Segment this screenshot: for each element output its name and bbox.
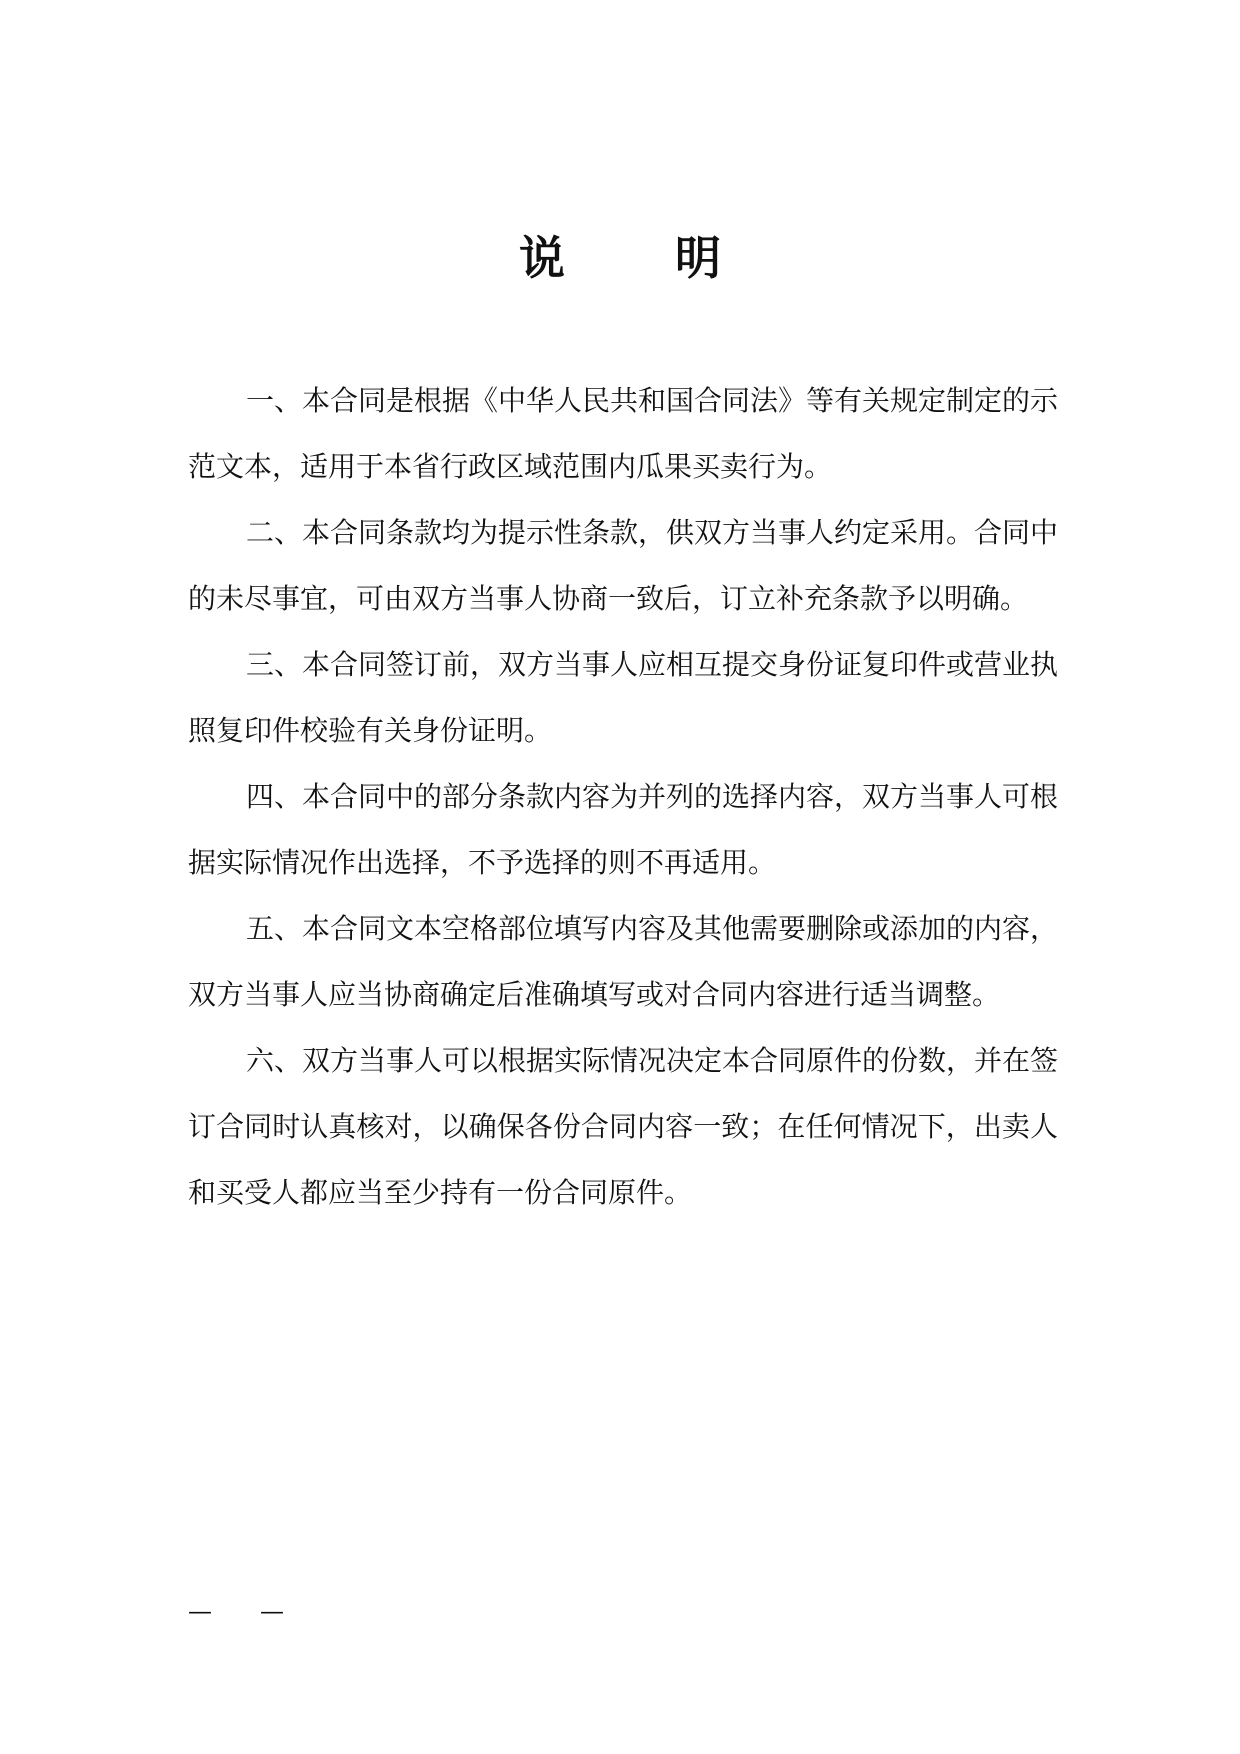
page-title: 说 明	[519, 231, 753, 285]
paragraph-4: 四、本合同中的部分条款内容为并列的选择内容，双方当事人可根据实际情况作出选择，不予选择的则不再适用。	[188, 780, 1059, 879]
paragraph-2: 二、本合同条款均为提示性条款，供双方当事人约定采用。合同中的未尽事宜，可由双方当事人协商一致后，订立补充条款予以明确。	[188, 516, 1059, 615]
paragraph-1: 一、本合同是根据《中华人民共和国合同法》等有关规定制定的示范文本，适用于本省行政区域范围内瓜果买卖行为。	[188, 384, 1059, 483]
paragraph-3: 三、本合同签订前，双方当事人应相互提交身份证复印件或营业执照复印件校验有关身份证明。	[188, 648, 1059, 747]
page-number: — —	[188, 1597, 284, 1625]
paragraph-5: 五、本合同文本空格部位填写内容及其他需要删除或添加的内容，双方当事人应当协商确定后准确填写或对合同内容进行适当调整。	[188, 912, 1059, 1011]
paragraph-6: 六、双方当事人可以根据实际情况决定本合同原件的份数，并在签订合同时认真核对，以确保各份合同内容一致；在任何情况下，出卖人和买受人都应当至少持有一份合同原件。	[188, 1044, 1059, 1209]
document-body	[188, 368, 1058, 1226]
